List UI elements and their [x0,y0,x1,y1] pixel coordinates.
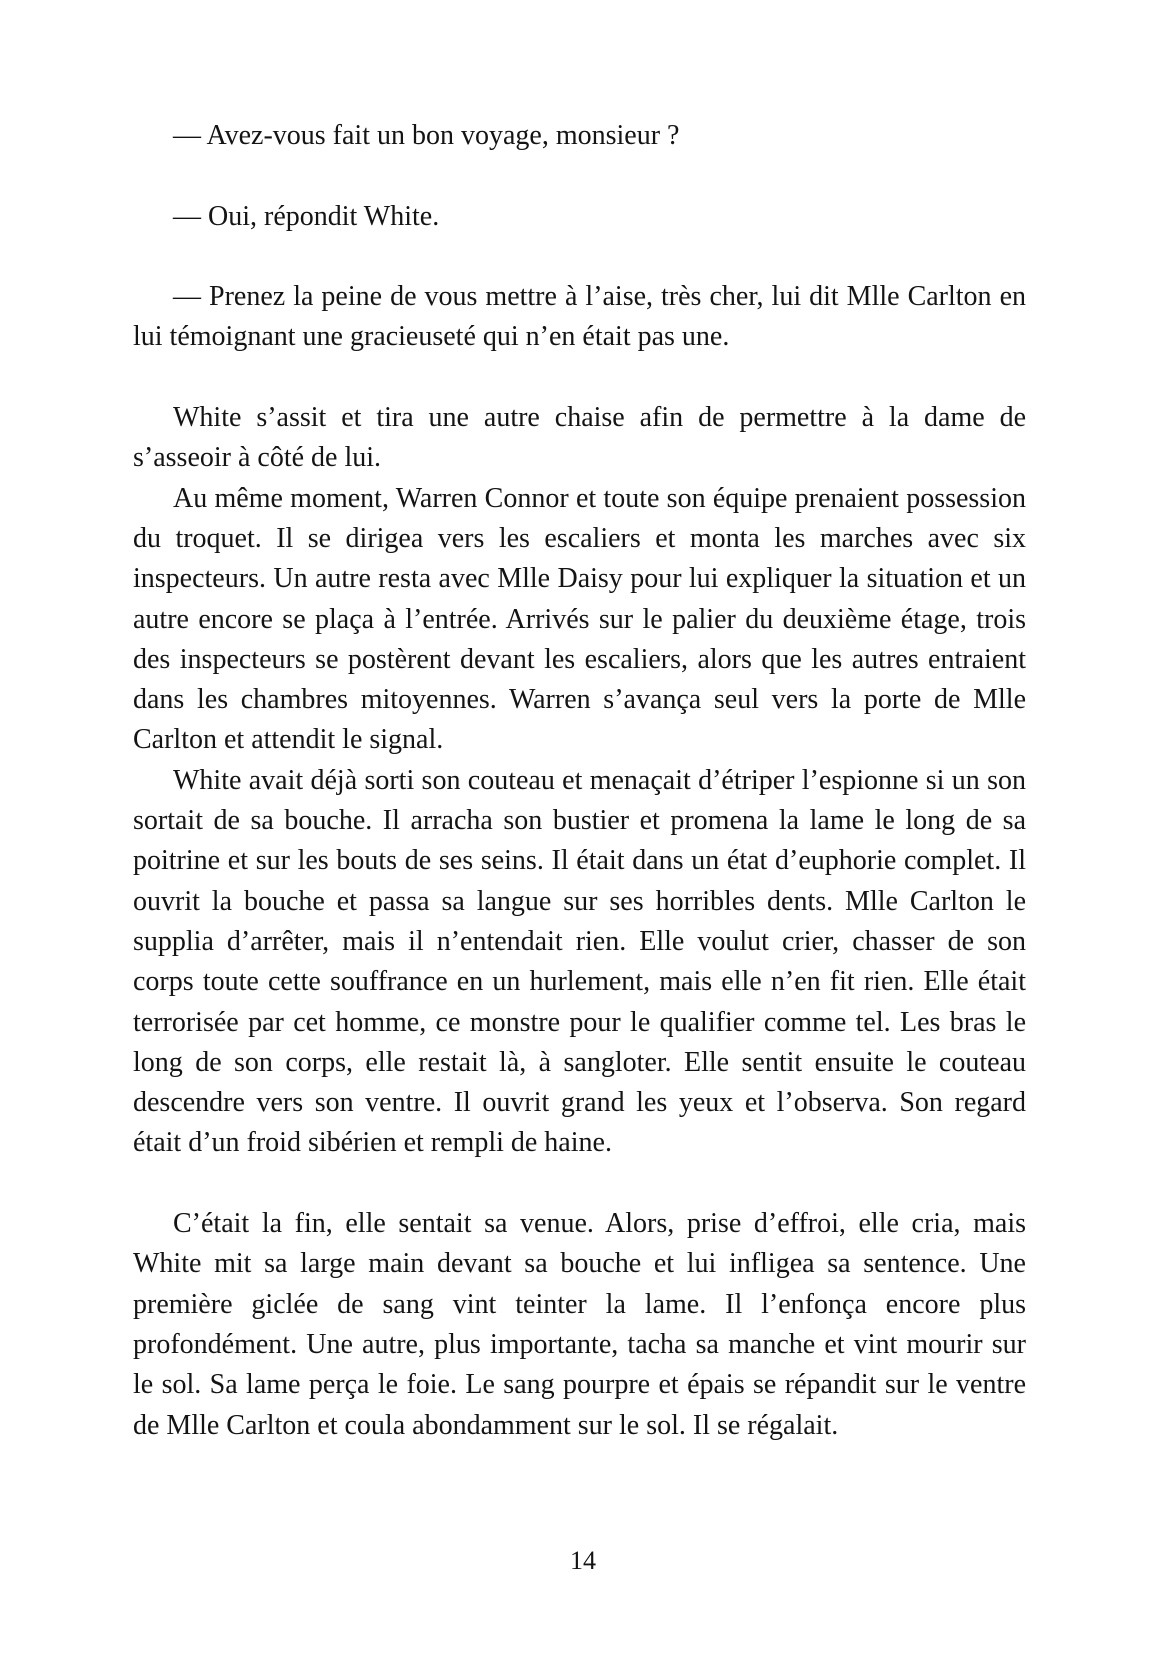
body-paragraph: White avait déjà sorti son couteau et menaçait d’étriper l’espionne si un son sortait de sa bouche. Il arracha son bustier et promena la lame le long de sa poitrine et sur les bouts de ses seins. Il était dans un état d’euphorie complet. Il ouvrit la bouche et passa sa langue sur ses horribles dents. Mlle Carlton le supplia d’arrêter, mais il n’entendait rien. Elle voulut crier, chasser de son corps toute cette souffrance en un hurlement, mais elle n’en fit rien. Elle était terrorisée par cet homme, ce monstre pour le qualifier comme tel. Les bras le long de son corps, elle restait là, à sangloter. Elle sentit ensuite le couteau descendre vers son ventre. Il ouvrit grand les yeux et l’observa. Son regard était d’un froid sibérien et rempli de haine. [133,764,1026,1159]
body-paragraph: Au même moment, Warren Connor et toute son équipe prenaient possession du troquet. Il se dirigea vers les escaliers et monta les marches avec six inspecteurs. Un autre resta avec Mlle Daisy pour lui expliquer la situation et un autre encore se plaça à l’entrée. Arrivés sur le palier du deuxième étage, trois des inspecteurs se postèrent devant les escaliers, alors que les autres entraient dans les chambres mitoyennes. Warren s’avança seul vers la porte de Mlle Carlton et attendit le signal. [133,482,1026,756]
dialogue-paragraph: — Avez-vous fait un bon voyage, monsieur ? [173,120,680,151]
dialogue-paragraph: — Oui, répondit White. [173,200,440,232]
page-body-text [133,116,1026,1446]
page-number: 14 [570,1546,596,1575]
body-paragraph: C’était la fin, elle sentait sa venue. Alors, prise d’effroi, elle cria, mais White mit sa large main devant sa bouche et lui infligea sa sentence. Une première giclée de sang vint teinter la lame. Il l’enfonça encore plus profondément. Une autre, plus importante, tacha sa manche et vint mourir sur le sol. Sa lame perça le foie. Le sang pourpre et épais se répandit sur le ventre de Mlle Carlton et coula abondamment sur le sol. Il se régalait. [133,1208,1026,1441]
body-paragraph: White s’assit et tira une autre chaise afin de permettre à la dame de s’asseoir à côté de lui. [133,402,1026,474]
dialogue-paragraph: — Prenez la peine de vous mettre à l’aise, très cher, lui dit Mlle Carlton en lui témoignant une gracieuseté qui n’en était pas une. [133,281,1026,353]
